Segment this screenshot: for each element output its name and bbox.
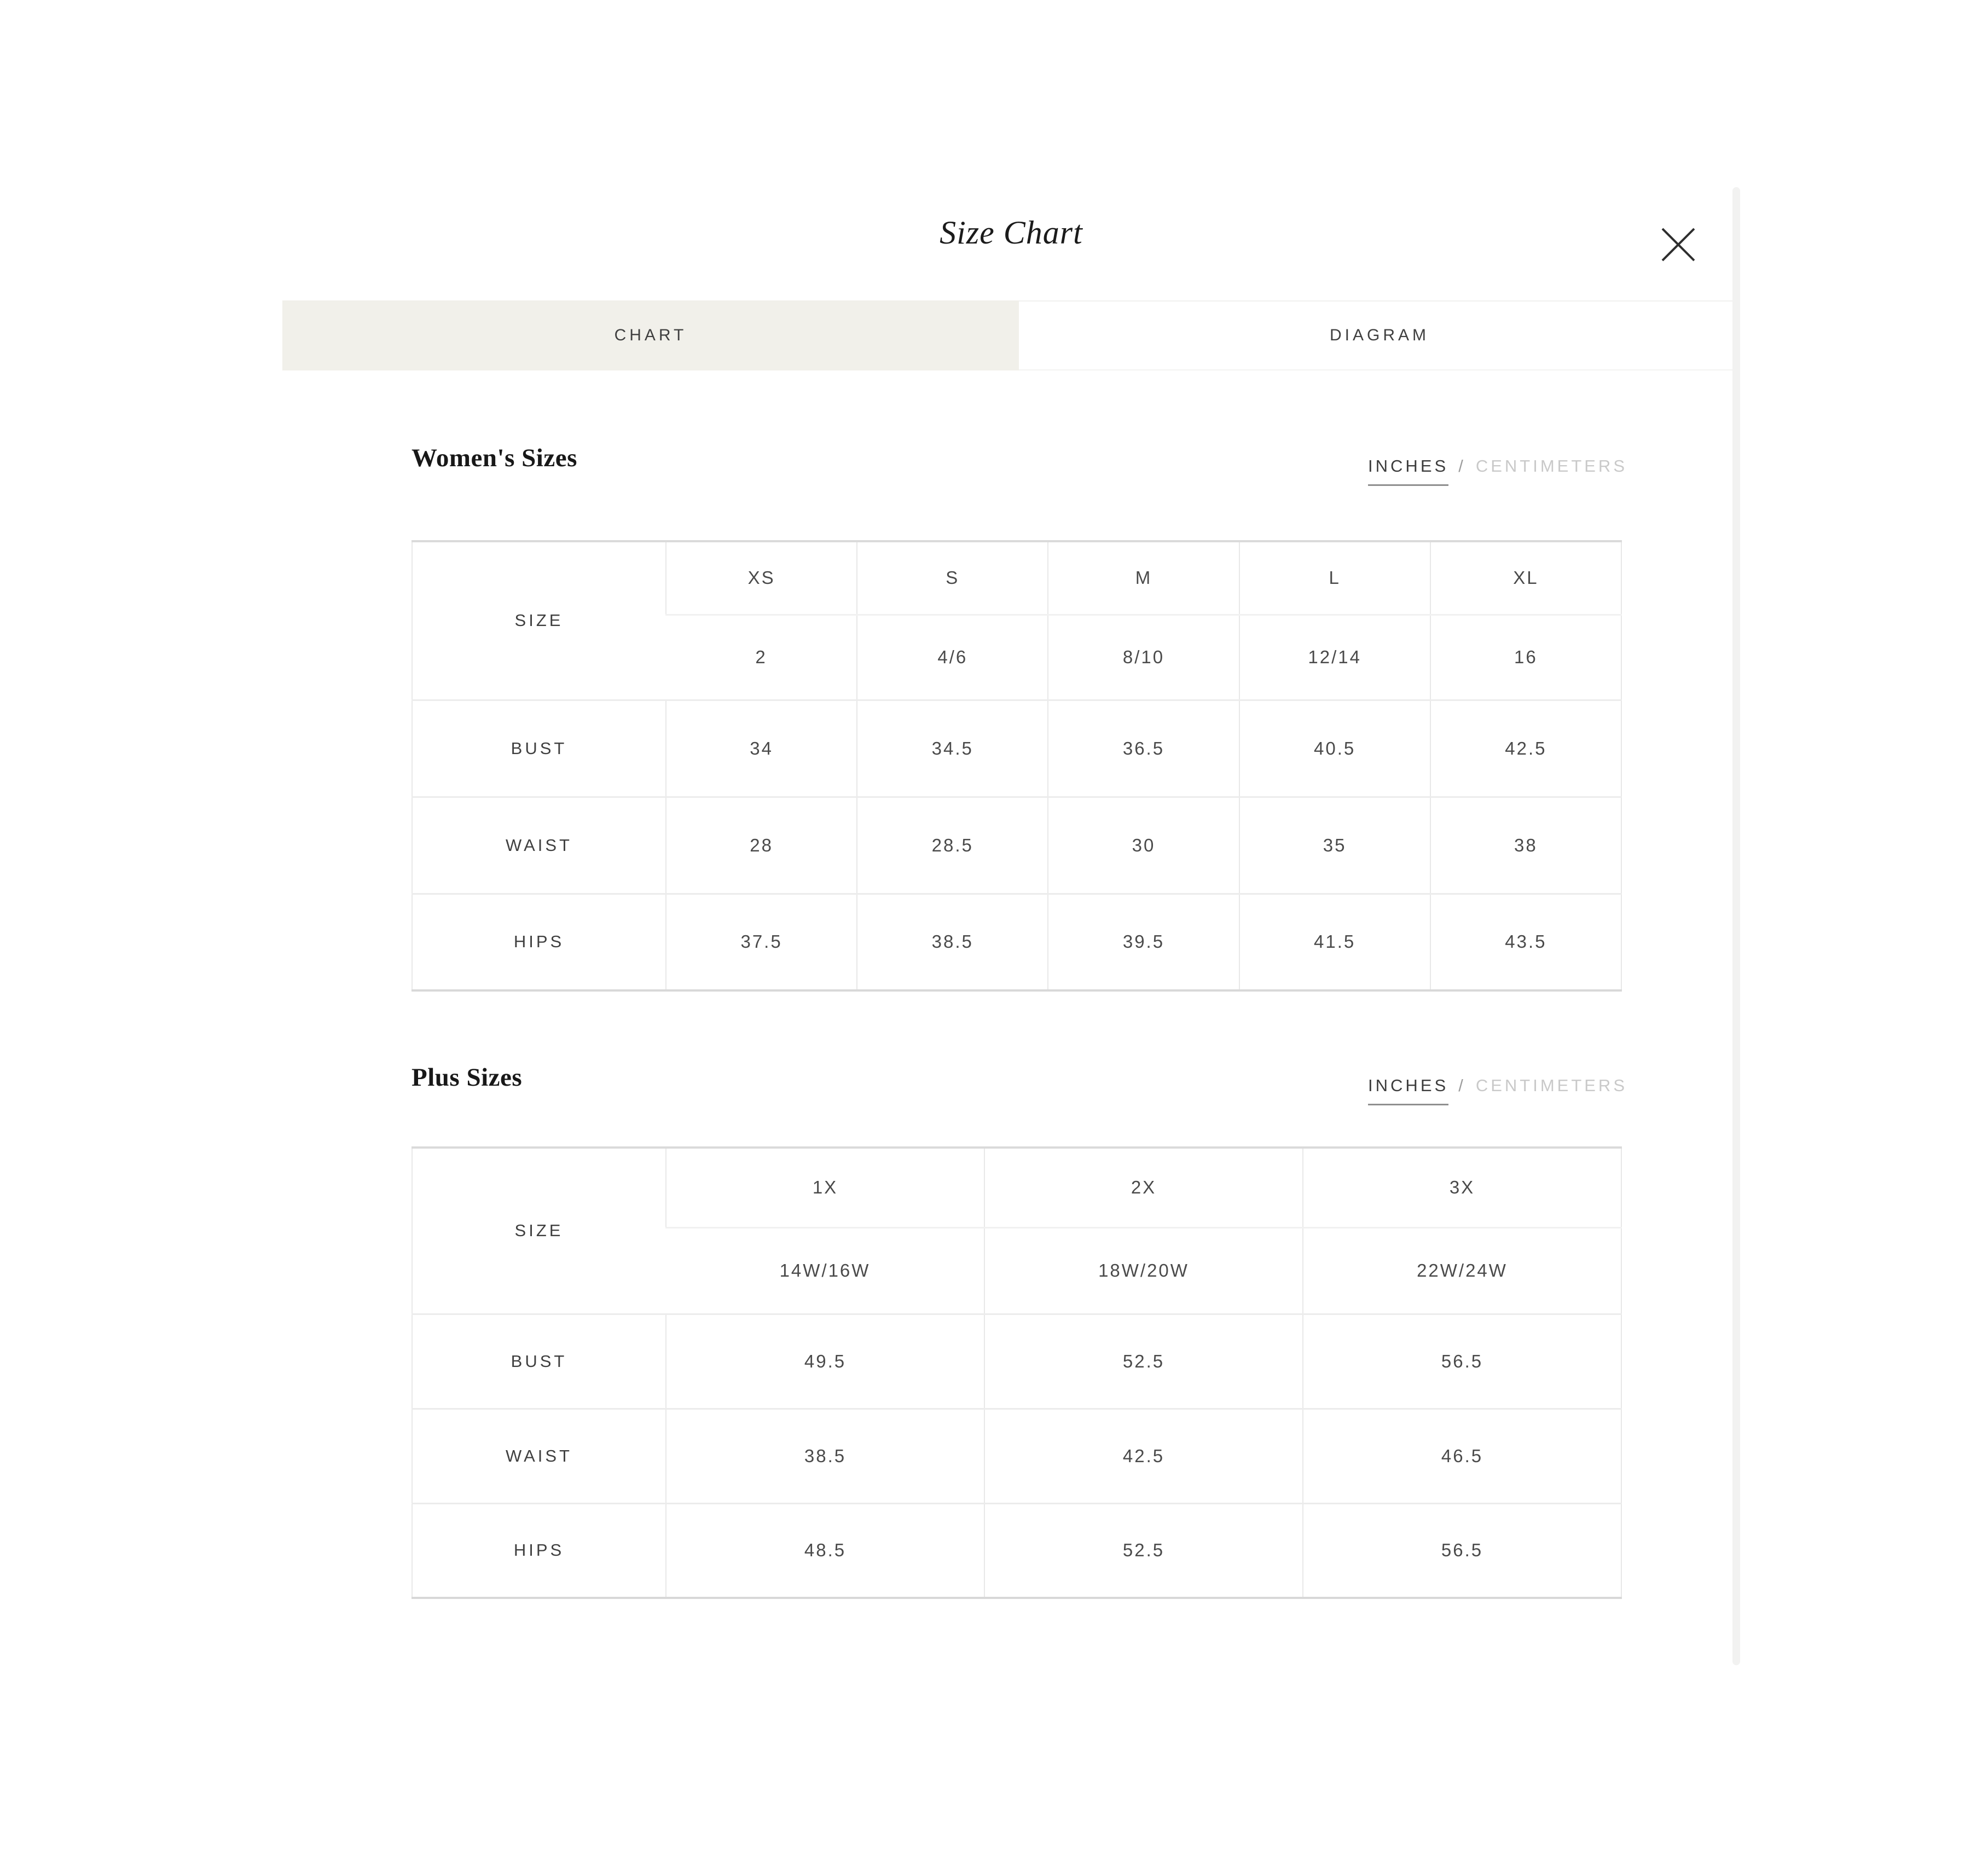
size-corner-label: SIZE [514, 611, 564, 630]
measurement-cell: 52.5 [984, 1503, 1303, 1598]
tab-chart[interactable]: CHART [282, 300, 1019, 370]
row-label: HIPS [412, 1503, 666, 1598]
table-row [412, 1314, 1621, 1409]
table-row [412, 700, 1621, 797]
womens-unit-toggle [1368, 456, 1627, 486]
measurement-cell: 56.5 [1303, 1314, 1621, 1409]
tab-bar [282, 300, 1740, 370]
size-label-cell: XS [666, 541, 857, 615]
measurement-cell: 35 [1239, 797, 1430, 894]
measurement-cell: 42.5 [984, 1409, 1303, 1503]
size-label-cell: L [1239, 541, 1430, 615]
size-number-cell: 22W/24W [1303, 1227, 1621, 1314]
measurement-cell: 41.5 [1239, 894, 1430, 990]
modal-title: Size Chart [940, 215, 1083, 251]
close-icon [1658, 224, 1699, 265]
measurement-cell: 38.5 [857, 894, 1048, 990]
measurement-cell: 34 [666, 700, 857, 797]
table-row [412, 1409, 1621, 1503]
measurement-cell: 38.5 [666, 1409, 984, 1503]
plus-sizes-table [411, 1146, 1622, 1599]
size-label-cell: 1X [666, 1148, 984, 1227]
measurement-cell: 30 [1048, 797, 1239, 894]
measurement-cell: 52.5 [984, 1314, 1303, 1409]
table-row [412, 1503, 1621, 1598]
measurement-cell: 49.5 [666, 1314, 984, 1409]
measurement-cell: 39.5 [1048, 894, 1239, 990]
measurement-cell: 40.5 [1239, 700, 1430, 797]
size-corner-label: SIZE [514, 1221, 564, 1241]
size-number-cell: 4/6 [857, 615, 1048, 700]
measurement-cell: 48.5 [666, 1503, 984, 1598]
table-row [412, 894, 1621, 990]
measurement-cell: 28 [666, 797, 857, 894]
row-label: BUST [412, 700, 666, 797]
size-label-cell: 2X [984, 1148, 1303, 1227]
size-number-cell: 8/10 [1048, 615, 1239, 700]
centimeters-toggle[interactable]: CENTIMETERS [1475, 1076, 1627, 1095]
measurement-cell: 56.5 [1303, 1503, 1621, 1598]
measurement-cell: 46.5 [1303, 1409, 1621, 1503]
unit-separator: / [1458, 456, 1466, 476]
measurement-cell: 34.5 [857, 700, 1048, 797]
measurement-cell: 42.5 [1430, 700, 1621, 797]
row-label: WAIST [412, 1409, 666, 1503]
table-row [412, 797, 1621, 894]
size-number-cell: 12/14 [1239, 615, 1430, 700]
size-number-cell: 18W/20W [984, 1227, 1303, 1314]
plus-sizes-heading: Plus Sizes [411, 1063, 523, 1092]
womens-sizes-table [411, 540, 1622, 992]
row-label: BUST [412, 1314, 666, 1409]
size-label-cell: XL [1430, 541, 1621, 615]
size-label-cell: 3X [1303, 1148, 1621, 1227]
measurement-cell: 36.5 [1048, 700, 1239, 797]
scrollbar-track[interactable] [1732, 187, 1740, 1665]
size-number-cell: 2 [666, 615, 857, 700]
close-button[interactable] [1655, 221, 1702, 268]
size-label-cell: S [857, 541, 1048, 615]
measurement-cell: 38 [1430, 797, 1621, 894]
measurement-cell: 37.5 [666, 894, 857, 990]
row-label: HIPS [412, 894, 666, 990]
row-label: WAIST [412, 797, 666, 894]
size-number-cell: 16 [1430, 615, 1621, 700]
measurement-cell: 43.5 [1430, 894, 1621, 990]
tab-diagram[interactable]: DIAGRAM [1019, 300, 1740, 370]
unit-separator: / [1458, 1076, 1466, 1095]
inches-toggle[interactable]: INCHES [1368, 1076, 1448, 1105]
size-number-cell: 14W/16W [666, 1227, 984, 1314]
centimeters-toggle[interactable]: CENTIMETERS [1475, 456, 1627, 476]
size-chart-modal [282, 187, 1740, 1665]
measurement-cell: 28.5 [857, 797, 1048, 894]
plus-unit-toggle [1368, 1076, 1627, 1105]
size-label-cell: M [1048, 541, 1239, 615]
inches-toggle[interactable]: INCHES [1368, 456, 1448, 486]
womens-sizes-heading: Women's Sizes [411, 444, 577, 472]
